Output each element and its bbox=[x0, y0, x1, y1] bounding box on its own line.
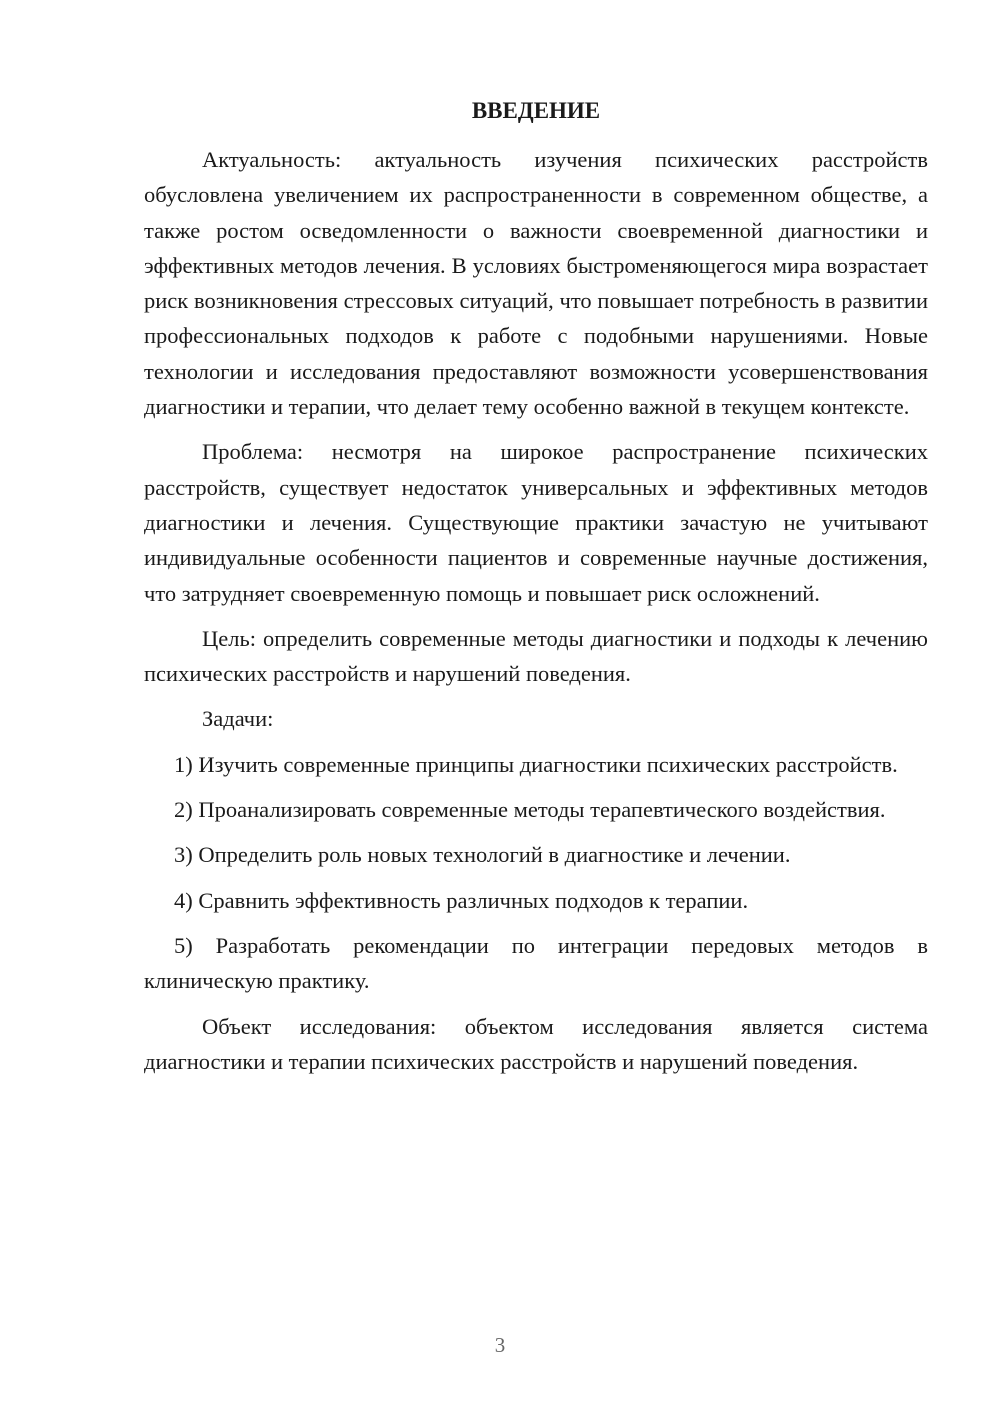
task-item: 4) Сравнить эффективность различных подходов к терапии. bbox=[174, 887, 749, 913]
task-item: 2) Проанализировать современные методы терапевтического воздействия. bbox=[174, 797, 886, 823]
paragraph-tasks-heading: Задачи: bbox=[202, 706, 274, 732]
paragraph-problem: Проблема: несмотря на широкое распространение психических расстройств, существует недостаток универсальных и эффективных методов диагностики и лечения. Существующие практики зачастую не учитывают индивидуальные особенности пациентов и современные научные достижения, что затрудняет своевременную помощь и повышает риск осложнений. bbox=[144, 439, 928, 606]
paragraph-object: Объект исследования: объектом исследования является система диагностики и терапии психических расстройств и нарушений поведения. bbox=[144, 1013, 928, 1074]
task-item: 3) Определить роль новых технологий в диагностике и лечении. bbox=[174, 842, 791, 868]
paragraph-relevance: Актуальность: актуальность изучения психических расстройств обусловлена увеличением их распространенности в современном обществе, а также ростом осведомленности о важности своевременной диагностики и эффективных методов лечения. В условиях быстроменяющегося мира возрастает риск возникновения стрессовых ситуаций, что повышает потребность в развитии профессиональных подходов к работе с подобными нарушениями. Новые технологии и исследования предоставляют возможности усовершенствования диагностики и терапии, что делает тему особенно важной в текущем контексте. bbox=[144, 147, 928, 420]
document-page bbox=[144, 0, 928, 1414]
task-item: 1) Изучить современные принципы диагностики психических расстройств. bbox=[174, 751, 898, 777]
paragraph-goal: Цель: определить современные методы диагностики и подходы к лечению психических расстройств и нарушений поведения. bbox=[144, 625, 928, 687]
task-item: 5) Разработать рекомендации по интеграции передовых методов в клиническую практику. bbox=[144, 932, 928, 994]
section-title: ВВЕДЕНИЕ bbox=[471, 98, 601, 123]
document-body bbox=[144, 142, 928, 1089]
page-number: 3 bbox=[494, 1333, 506, 1357]
